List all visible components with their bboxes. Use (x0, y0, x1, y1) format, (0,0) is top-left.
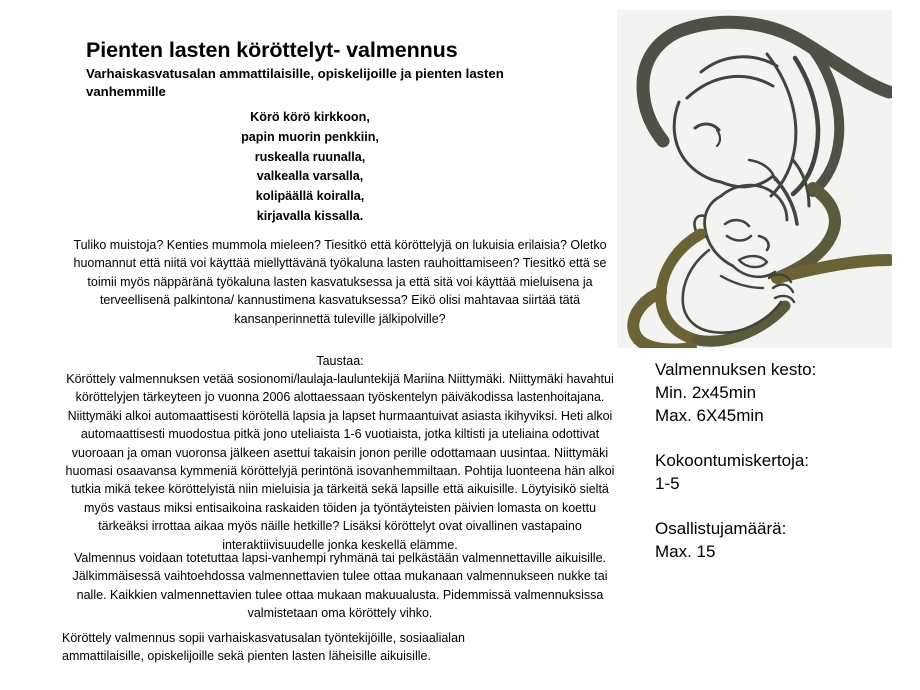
illustration-photo (617, 10, 892, 348)
background-paragraph: Köröttely valmennuksen vetää sosionomi/laulaja-lauluntekijä Mariina Niittymäki. Niittymäki havahtui köröttelyjen tärkeyteen jo vuonna 2006 alottaessaan työskentelyn päiväkodissa lastenhoitajana. Niittymäki alkoi automaattisesti körötellä lapsia ja lapset hurmaantuivat asiasta ikihyviksi. Heti alkoi automaattisesti muodostua pitkä jono uteliaista 1-6 vuotiaista, jotka kiltisti ja uteliaina odottivat vuoroaan ja oman vuoronsa jälkeen asettui takaisin jonon perille odottamaan uusintaa. Niittymäki huomasi osaavansa kymmeniä köröttelyjä perintönä isovanhemmiltaan. Pohtija luonteena hän alkoi tutkia mikä tekee köröttelyistä niin mieluisia ja tärkeitä sekä lapsille että aikuisille. Löytyisikö sieltä myös vastaus miksi entisaikoina raskaiden töiden ja työntäyteisten päivien lomasta on koettu tärkeäksi irrottaa aikaa myös näille hetkille? Lisäksi köröttelyt ovat oivallinen vastapaino interaktiivisuudelle jonka keskellä elämme. (65, 372, 615, 552)
poem-line: ruskealla ruunalla, (254, 149, 366, 164)
audience-paragraph: Köröttely valmennus sopii varhaiskasvatusalan työntekijöille, sosiaalialan ammattilaisille, opiskelijoille sekä pienten lasten läheisille aikuisille. (62, 631, 465, 664)
poem-line: kolipäällä koiralla, (255, 189, 365, 204)
mother-and-baby-icon (617, 10, 892, 348)
delivery-paragraph: Valmennus voidaan totetuttaa lapsi-vanhempi ryhmänä tai pelkästään valmennettaville aikuisille. Jälkimmäisessä vaihtoehdossa valmennettavien tulee ottaa mukanaan valmennukseen nukke tai nalle. Kaikkien valmennettavien tulee ottaa mukaan makuualusta. Pidemmissä valmennuksissa valmistetaan oma köröttely vihko. (72, 551, 608, 621)
participants-value: Max. 15 (655, 542, 716, 561)
page-subtitle: Varhaiskasvatusalan ammattilaisille, opiskelijoille ja pienten lasten vanhemmille (86, 66, 504, 99)
background-heading: Taustaa: (316, 354, 364, 368)
poem-line: Körö körö kirkkoon, (250, 110, 370, 124)
participants-label: Osallistujamäärä: (655, 519, 787, 538)
page-title: Pienten lasten köröttelyt- valmennus (86, 38, 458, 62)
course-details-block (655, 358, 913, 563)
poem-block (160, 108, 460, 227)
poem-line: valkealla varsalla, (256, 169, 364, 184)
duration-label: Valmennuksen kesto: (655, 360, 817, 379)
sessions-value: 1-5 (655, 474, 680, 493)
sessions-group (655, 449, 913, 495)
sessions-label: Kokoontumiskertoja: (655, 451, 810, 470)
duration-max-value: Max. 6X45min (655, 406, 764, 425)
duration-min-value: Min. 2x45min (655, 383, 757, 402)
duration-group (655, 358, 913, 427)
questions-paragraph: Tuliko muistoja? Kenties mummola mieleen? Tiesitkö että köröttelyjä on lukuisia erilaisia? Oletko huomannut että niitä voi käyttää miellyttävänä työkaluna lasten rauhoittamiseen? Tiesitkö että se toimii myös näppäränä työkaluna lasten kasvatuksessa ja että sitä voi käyttää mieluisena ja terveellisenä palkintona/ kannustimena kasvatuksessa? Eikö olisi mahtavaa siirtää tätä kansanperinnettä tuleville jälkipolville? (73, 238, 607, 326)
poem-line: papin muorin penkkiin, (241, 129, 379, 144)
poem-line: kirjavalla kissalla. (256, 208, 364, 223)
participants-group (655, 517, 913, 563)
